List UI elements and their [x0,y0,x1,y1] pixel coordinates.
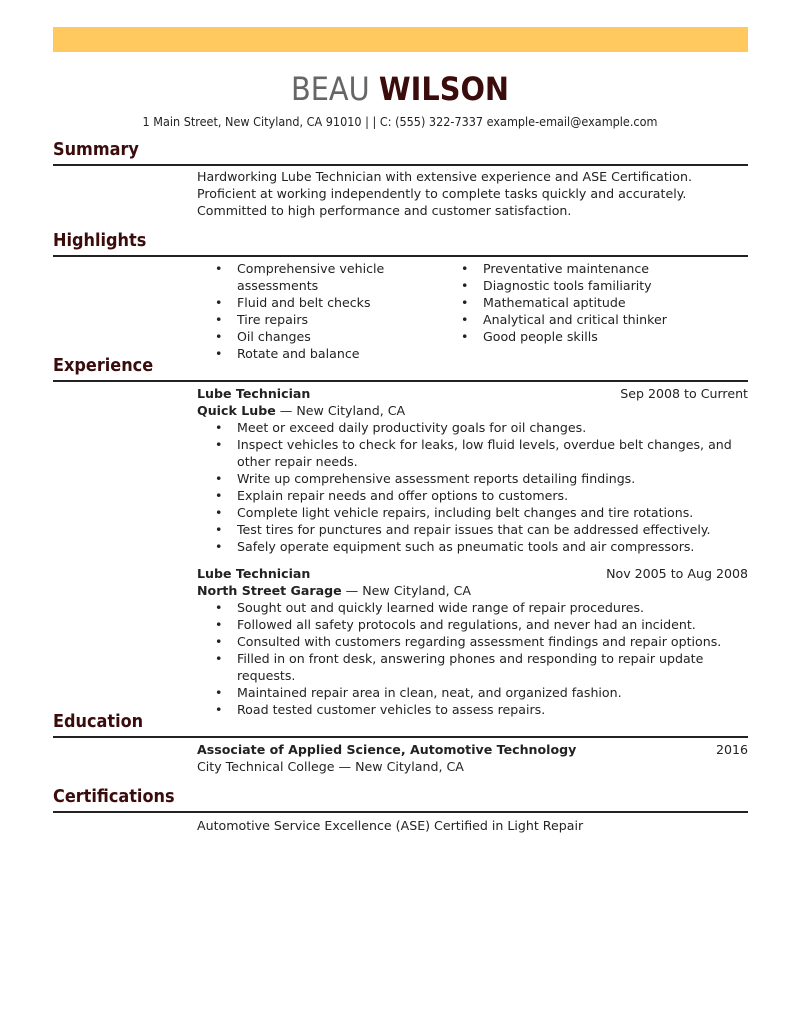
bullet-icon: • [215,685,223,700]
bullet-icon: • [461,312,469,327]
job-entry [197,385,748,555]
list-item: • Filled in on front desk, answering phones and responding to repair update requests. [215,651,704,683]
section-title: Experience [53,356,154,376]
summary-section [53,140,748,218]
job-dates: Sep 2008 to Current [620,386,748,401]
certifications-section [53,787,748,833]
bullet-icon: • [215,600,223,615]
section-title: Highlights [53,231,147,251]
list-item: • Maintained repair area in clean, neat, and organized fashion. [215,685,622,700]
job-location: New Cityland, CA [296,403,406,418]
list-item: • Test tires for punctures and repair issues that can be addressed effectively. [215,522,711,537]
list-item: • Road tested customer vehicles to assess repairs. [215,702,546,717]
list-item: • Inspect vehicles to check for leaks, low fluid levels, overdue belt changes, and other repair needs. [215,437,732,469]
list-item: • Safely operate equipment such as pneumatic tools and air compressors. [215,539,695,554]
list-item: • Oil changes [215,329,311,344]
bullet-icon: • [461,329,469,344]
bullet-icon: • [215,505,223,520]
section-title: Education [53,712,144,732]
company-name: Quick Lube [197,403,276,418]
section-divider [53,380,748,382]
company-name: North Street Garage [197,583,342,598]
list-item: • Preventative maintenance [461,261,650,276]
bullet-icon: • [215,471,223,486]
list-item: • Consulted with customers regarding assessment findings and repair options. [215,634,722,649]
degree: Associate of Applied Science, Automotive Technology [197,742,577,757]
bullet-icon: • [215,295,223,310]
bullet-icon: • [215,634,223,649]
job-location: New Cityland, CA [362,583,472,598]
header-accent-bar [53,27,748,52]
school-name: City Technical College [197,759,335,774]
summary-text: Hardworking Lube Technician with extensive experience and ASE Certification. Proficient at working independently to complete tasks quickly and accurately. Committed to high performance and customer satisfaction. [197,169,692,218]
section-title: Summary [53,140,139,160]
list-item: • Mathematical aptitude [461,295,626,310]
section-divider [53,811,748,813]
section-divider [53,736,748,738]
experience-section [53,356,748,717]
graduation-year: 2016 [715,742,748,757]
bullet-icon: • [215,420,223,435]
highlights-section [53,231,748,361]
highlights-right-list [443,260,733,362]
list-item: • Diagnostic tools familiarity [461,278,652,293]
bullet-icon: • [215,346,223,361]
section-divider [53,255,748,257]
contact-info: 1 Main Street, New Cityland, CA 91010 | | C: (555) 322-7337 example-email@example.com [142,114,658,129]
dash-separator: — [345,583,359,598]
bullet-icon: • [215,617,223,632]
bullet-icon: • [215,437,223,452]
list-item: • Complete light vehicle repairs, including belt changes and tire rotations. [215,505,694,520]
section-divider [53,164,748,166]
list-item: • Tire repairs [215,312,309,327]
bullet-icon: • [215,488,223,503]
list-item: • Comprehensive vehicle assessments [215,261,385,293]
highlights-left-list [197,260,443,362]
first-name: BEAU [290,70,370,108]
bullet-icon: • [215,539,223,554]
bullet-icon: • [461,278,469,293]
certification-item: Automotive Service Excellence (ASE) Certified in Light Repair [197,818,584,833]
list-item: • Explain repair needs and offer options to customers. [215,488,569,503]
list-item: • Rotate and balance [215,346,360,361]
bullet-icon: • [461,295,469,310]
job-duties-list [197,419,748,555]
bullet-icon: • [215,702,223,717]
bullet-icon: • [215,651,223,666]
job-entry [197,565,748,718]
job-title: Lube Technician [197,386,311,401]
school-location: New Cityland, CA [355,759,464,774]
list-item: • Meet or exceed daily productivity goals for oil changes. [215,420,587,435]
job-duties-list [197,599,748,718]
list-item: • Write up comprehensive assessment reports detailing findings. [215,471,636,486]
list-item: • Analytical and critical thinker [461,312,667,327]
bullet-icon: • [215,261,223,276]
last-name: WILSON [378,70,510,108]
list-item: • Fluid and belt checks [215,295,371,310]
dash-separator: — [279,403,293,418]
bullet-icon: • [461,261,469,276]
education-entry [197,741,748,775]
job-dates: Nov 2005 to Aug 2008 [606,566,748,581]
section-title: Certifications [53,787,175,807]
bullet-icon: • [215,522,223,537]
candidate-name [40,70,760,108]
bullet-icon: • [215,329,223,344]
job-title: Lube Technician [197,566,311,581]
list-item: • Followed all safety protocols and regulations, and never had an incident. [215,617,696,632]
list-item: • Sought out and quickly learned wide range of repair procedures. [215,600,645,615]
bullet-icon: • [215,312,223,327]
education-section [53,712,748,774]
list-item: • Good people skills [461,329,598,344]
dash-separator: — [338,759,352,774]
